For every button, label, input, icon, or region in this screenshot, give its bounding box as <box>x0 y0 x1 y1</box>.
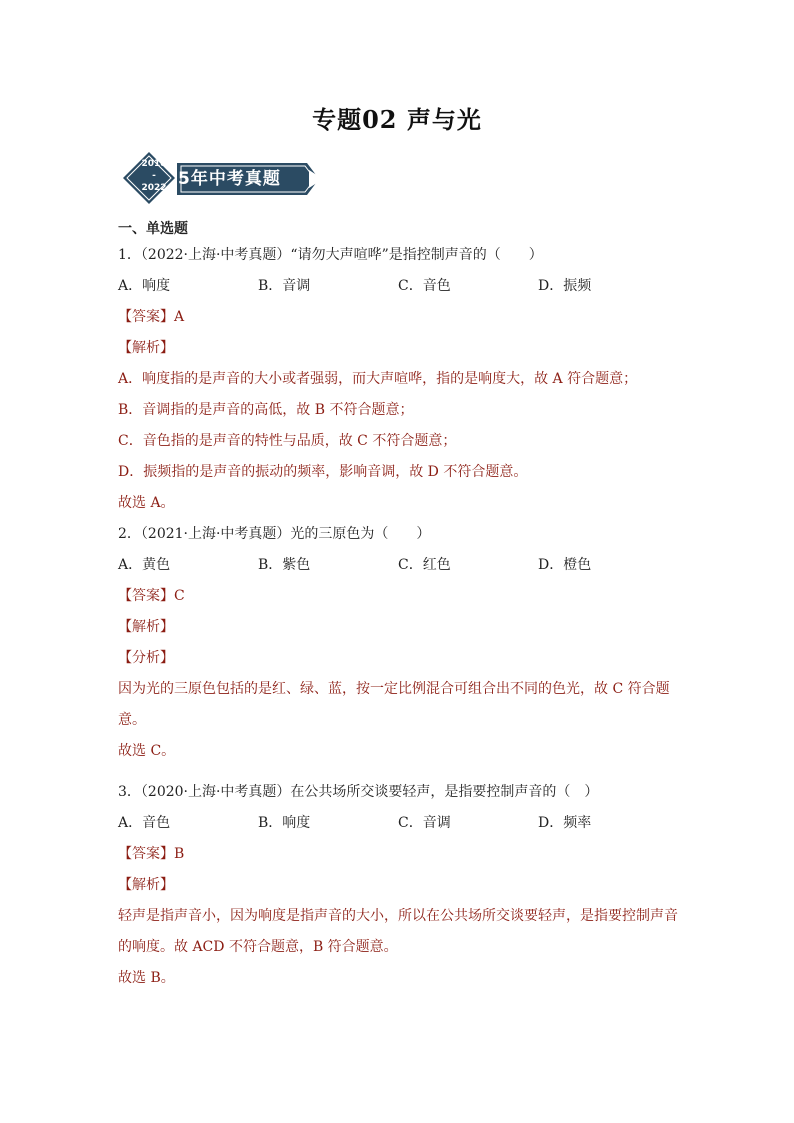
option-d: D．橙色 <box>538 557 592 573</box>
question-stem: 3．（2020·上海·中考真题）在公共场所交谈要轻声，是指要控制声音的（ ） <box>118 784 599 800</box>
options-row <box>118 550 678 581</box>
answer-label: 【答案】 <box>118 588 174 604</box>
analysis-line: A．响度指的是声音的大小或者强弱，而大声喧哗，指的是响度大，故 A 符合题意； <box>118 371 638 387</box>
analysis-paragraph: 因为光的三原色包括的是红、绿、蓝，按一定比例混合可组合出不同的色光，故 C 符合题意。 <box>118 681 670 728</box>
answer-value: B <box>174 846 185 862</box>
answer-line <box>118 839 678 870</box>
answer-label: 【答案】 <box>118 846 174 862</box>
option-b: B．响度 <box>258 815 311 831</box>
question-stem: 1．（2022·上海·中考真题）“请勿大声喧哗”是指控制声音的（ ） <box>118 247 543 263</box>
banner-year-end: 2022 <box>141 183 167 193</box>
banner-year-start: 2018 <box>141 159 167 169</box>
analysis-line: C．音色指的是声音的特性与品质，故 C 不符合题意； <box>118 433 457 449</box>
answer-value: A <box>174 309 185 325</box>
option-c: C．音调 <box>398 815 451 831</box>
answer-value: C <box>174 588 185 604</box>
question-3 <box>118 777 678 994</box>
analysis-label: 【解析】 <box>118 340 174 356</box>
option-b: B．音调 <box>258 278 311 294</box>
option-c: C．音色 <box>398 278 451 294</box>
analysis-label: 【解析】 <box>118 619 174 635</box>
option-a: A．音色 <box>118 815 171 831</box>
option-d: D．振频 <box>538 278 592 294</box>
conclusion-line: 故选 B。 <box>118 970 175 986</box>
banner-year-dash: - <box>152 171 156 181</box>
answer-label: 【答案】 <box>118 309 174 325</box>
question-1 <box>118 240 678 519</box>
analysis-line: B．音调指的是声音的高低，故 B 不符合题意； <box>118 402 414 418</box>
analysis-label: 【解析】 <box>118 877 174 893</box>
conclusion-line: 故选 C。 <box>118 743 176 759</box>
page-title: 专题02 声与光 <box>312 105 482 134</box>
option-c: C．红色 <box>398 557 451 573</box>
options-row <box>118 271 678 302</box>
options-row <box>118 808 678 839</box>
analysis-line: D．振频指的是声音的振动的频率，影响音调，故 D 不符合题意。 <box>118 464 528 480</box>
banner-label: 5年中考真题 <box>178 169 281 189</box>
answer-line <box>118 302 678 333</box>
option-d: D．频率 <box>538 815 592 831</box>
option-b: B．紫色 <box>258 557 311 573</box>
fenxi-label: 【分析】 <box>118 650 174 666</box>
option-a: A．响度 <box>118 278 171 294</box>
answer-line <box>118 581 678 612</box>
analysis-paragraph: 轻声是指声音小，因为响度是指声音的大小，所以在公共场所交谈要轻声，是指要控制声音的响度。故 ACD 不符合题意，B 符合题意。 <box>118 908 678 955</box>
banner-years <box>131 158 177 194</box>
banner-triangle-icon <box>309 170 323 188</box>
option-a: A．黄色 <box>118 557 171 573</box>
section-heading: 一、单选题 <box>118 221 188 237</box>
conclusion-line: 故选 A。 <box>118 495 175 511</box>
document-body <box>118 218 678 994</box>
question-stem: 2．（2021·上海·中考真题）光的三原色为（ ） <box>118 526 431 542</box>
question-2 <box>118 519 678 767</box>
